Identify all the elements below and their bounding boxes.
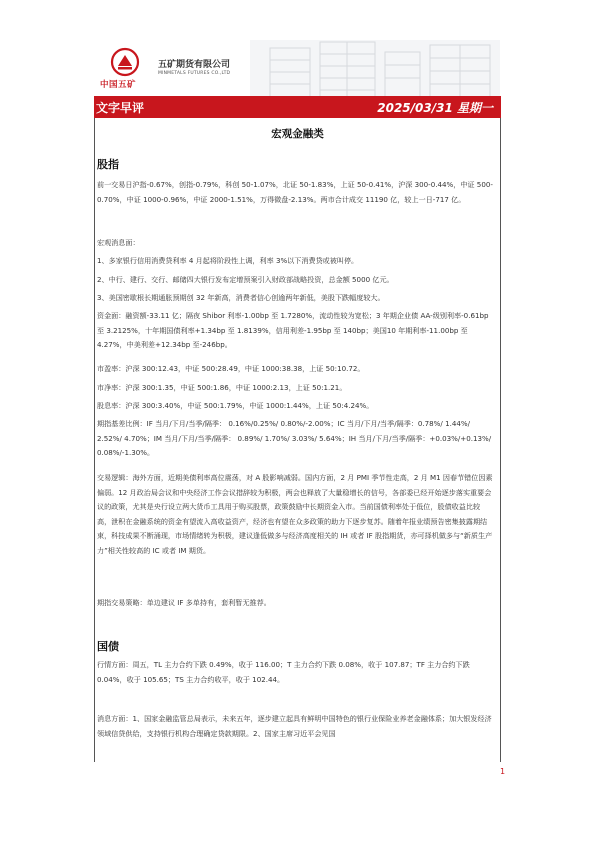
macro-news-1: 1、多家银行信用消费贷利率 4 月起将阶段性上调，利率 3%以下消费贷或被叫停。	[97, 256, 359, 265]
report-type: 文字早评	[96, 101, 145, 115]
stock-market-summary: 前一交易日沪指-0.67%，创指-0.79%，科创 50-1.07%，北证 50-1.83%，上证 50-0.41%，沪深 300-0.44%，中证 500-0.70%，中证 1000-0.96%，中证 2000-1.51%，万得微盘-2.13%。两市合计成交 11190 亿，较上一日-717 亿。	[97, 180, 493, 204]
company-name-en: MINMETALS FUTURES CO.,LTD	[158, 71, 231, 76]
macro-news-2: 2、中行、建行、交行、邮储四大银行发布定增预案引入财政部战略投资，总金额 5000 亿元。	[97, 275, 394, 284]
section-title: 宏观金融类	[271, 128, 324, 140]
trading-logic-paragraph: 交易逻辑：海外方面，近期美债利率高位震荡，对 A 股影响减弱。国内方面，2 月 PMI 季节性走高，2 月 M1 因春节错位因素偏弱。12 月政治局会议和中央经济工作会议措辞较为积极，两会也释放了大量稳增长的信号，各部委已经开始逐步落实重要会议的政策，尤其是央行设立两大货币工具用于购买股票，政策鼓励中长期资金入市。当前国债利率处于低位，股债收益比较高，泄积在金融系统的资金有望流入高收益资产，经济也有望在众多政策的助力下逐步复苏。随着年报业绩预告密集披露期结束，科技成果不断涌现，市场情绪转为积极，建议逢低做多与经济高度相关的 IH 或者 IF 股指期货，亦可择机做多与“新质生产力”相关性较高的 IC 或者 IM 期货。	[97, 473, 493, 555]
funding-paragraph: 资金面：融资额-33.11 亿；隔夜 Shibor 利率-1.00bp 至 1.7280%，流动性较为宽松；3 年期企业债 AA-级别利率-0.61bp 至 3.2125%，十年期国债利率+1.34bp 至 1.8139%，信用利差-1.95bp 至 140bp；美国10 年期利率-11.00bp 至 4.27%，中美利差+12.34bp 至-246bp。	[97, 311, 489, 350]
basis-ratio-paragraph: 期指基差比例：IF 当月/下月/当季/隔季： 0.16%/0.25%/ 0.80%/-2.00%；IC 当月/下月/当季/隔季：0.78%/ 1.44%/ 2.52%/ 4.70%；IM 当月/下月/当季/隔季： 0.89%/ 1.70%/ 3.03%/ 5.64%；IH 当月/下月/当季/隔季：+0.03%/+0.13%/ 0.08%/-1.30%。	[97, 419, 492, 458]
report-header	[0, 40, 595, 98]
page-number: 1	[500, 767, 506, 776]
pe-ratio-paragraph: 市盈率：沪深 300:12.43，中证 500:28.49，中证 1000:38.38，上证 50:10.72。	[97, 364, 365, 373]
report-body	[94, 118, 501, 762]
pb-ratio-paragraph: 市净率：沪深 300:1.35，中证 500:1.86，中证 1000:2.13，上证 50:1.21。	[97, 383, 347, 392]
bond-news-paragraph: 消息方面：1、国家金融监管总局表示，未来五年，逐步建立起具有鲜明中国特色的银行业保险业养老金融体系；加大银发经济领域信贷供给，支持银行机构合理确定贷款期限。2、国家主席习近平会见国	[97, 714, 492, 738]
report-date: 2025/03/31 星期一	[377, 101, 493, 115]
dividend-yield-paragraph: 股息率：沪深 300:3.40%，中证 500:1.79%，中证 1000:1.44%，上证 50:4.24%。	[97, 401, 374, 410]
title-bar	[94, 96, 501, 118]
trading-strategy-paragraph: 期指交易策略：单边建议 IF 多单持有，套利暂无推荐。	[97, 598, 271, 607]
company-logo	[94, 47, 244, 95]
header-building-graphic	[250, 40, 500, 98]
company-name-cn: 五矿期货有限公司	[158, 60, 231, 70]
macro-news-label: 宏观消息面：	[97, 238, 140, 247]
macro-news-3: 3、美国密歇根长期通胀预期创 32 年新高，消费者信心创逾两年新低，美股下跌幅度较大。	[97, 293, 385, 302]
treasury-bond-heading: 国债	[97, 640, 119, 653]
minmetals-logo-icon	[110, 47, 140, 77]
bond-market-paragraph: 行情方面：周五，TL 主力合约下跌 0.49%，收于 116.00；T 主力合约下跌 0.08%，收于 107.87；TF 主力合约下跌 0.04%，收于 105.65；TS 主力合约收平，收于 102.44。	[97, 660, 470, 684]
brand-name: 中国五矿	[100, 80, 137, 90]
stock-index-heading: 股指	[97, 158, 119, 171]
